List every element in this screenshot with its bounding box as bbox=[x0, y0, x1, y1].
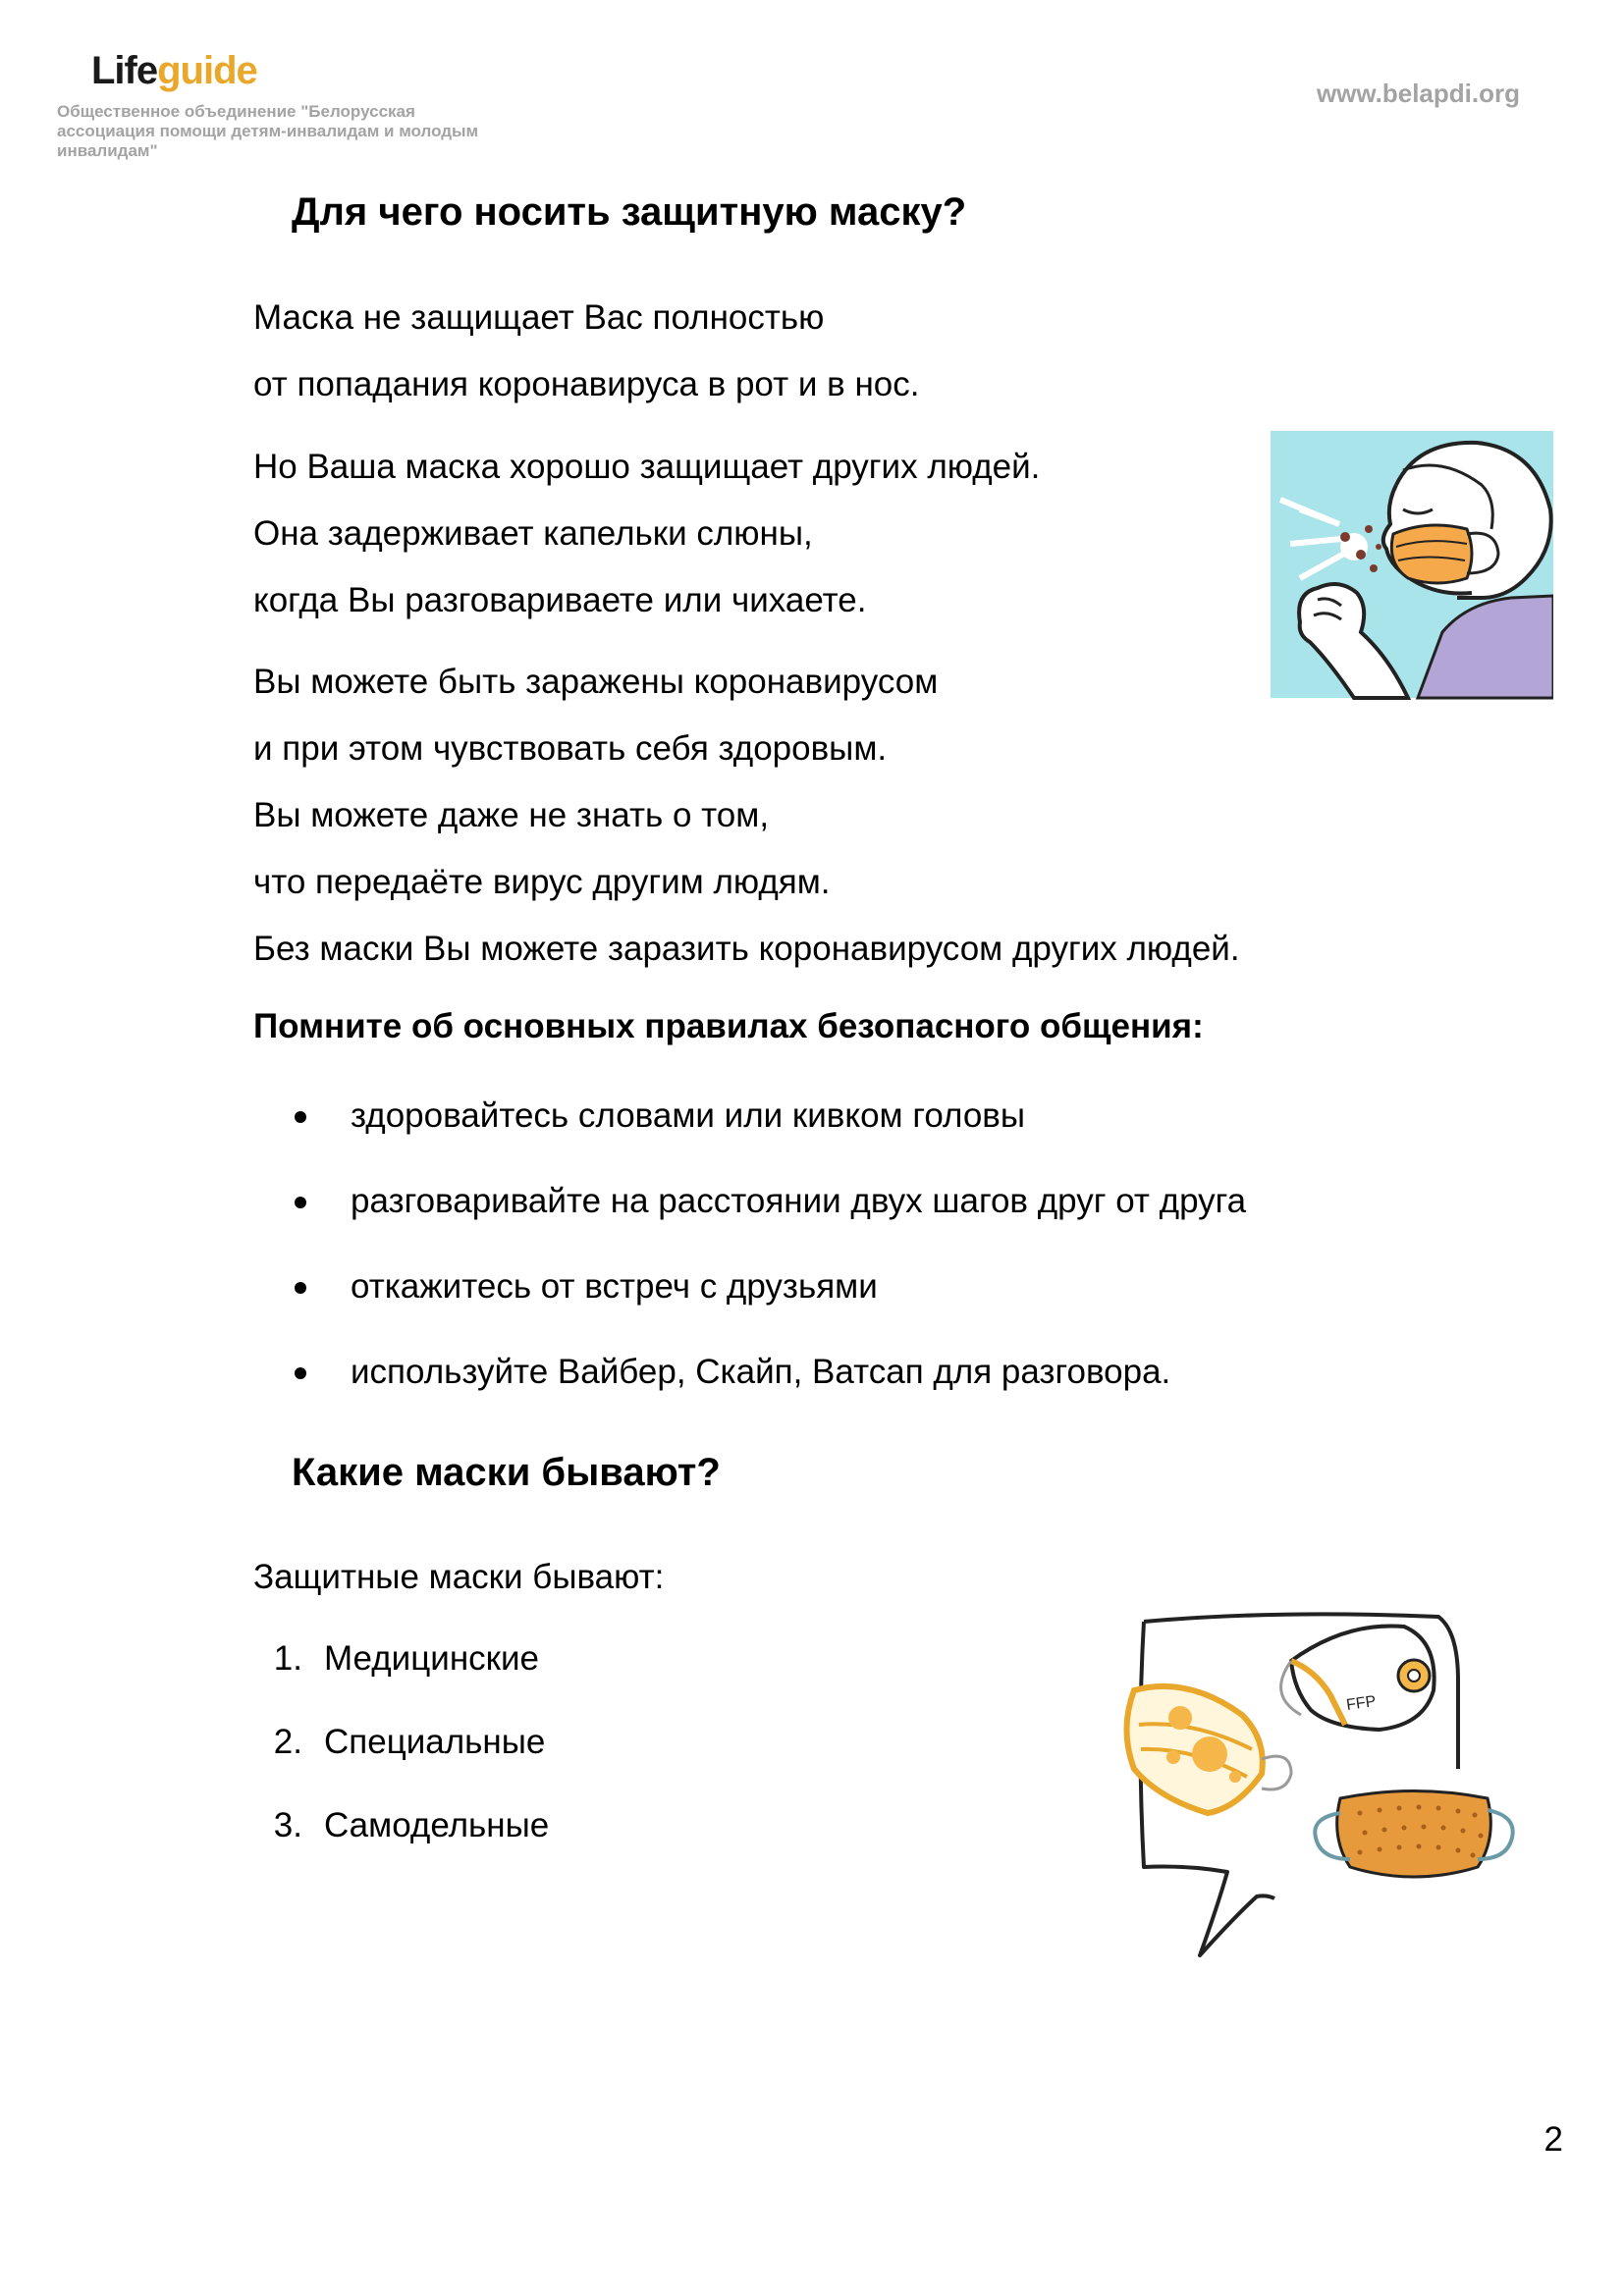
list-item-text: Медицинские bbox=[324, 1639, 539, 1678]
list-item bbox=[253, 1260, 1246, 1346]
list-item-text: разговаривайте на расстоянии двух шагов друг от друга bbox=[351, 1182, 1247, 1220]
paragraph-line: Она задерживает капельки слюны, bbox=[253, 514, 813, 553]
list-item bbox=[253, 1716, 549, 1799]
list-number: 3. bbox=[273, 1806, 302, 1844]
paragraph-line: Но Ваша маска хорошо защищает других людей. bbox=[253, 448, 1041, 486]
page-number: 2 bbox=[1543, 2120, 1563, 2159]
list-item-text: Специальные bbox=[324, 1723, 546, 1761]
logo-accent: guide bbox=[157, 49, 257, 92]
list-item-text: откажитесь от встреч с друзьями bbox=[351, 1267, 878, 1306]
mask-types-list bbox=[253, 1632, 549, 1883]
paragraph-1 bbox=[253, 285, 919, 418]
paragraph-line: от попадания коронавируса в рот и в нос. bbox=[253, 365, 920, 403]
bullet-icon bbox=[295, 1282, 306, 1294]
site-url[interactable]: www.belapdi.org bbox=[1316, 79, 1520, 108]
paragraph-line: что передаёте вирус другим людям. bbox=[253, 863, 831, 901]
list-number: 2. bbox=[273, 1723, 302, 1761]
list-item bbox=[253, 1632, 549, 1716]
coughing-person-illustration bbox=[1271, 431, 1553, 702]
paragraph-line: Вы можете быть заражены коронавирусом bbox=[253, 663, 939, 701]
paragraph-2 bbox=[253, 434, 1040, 634]
list-item-text: используйте Вайбер, Скайп, Ватсап для разговора. bbox=[351, 1353, 1171, 1391]
logo-main: Life bbox=[91, 49, 158, 92]
list-item bbox=[253, 1346, 1246, 1431]
section-title-mask-types: Какие маски бывают? bbox=[292, 1451, 721, 1494]
respirator-label: FFP bbox=[1345, 1692, 1378, 1714]
bullet-icon bbox=[295, 1367, 306, 1379]
list-item-text: Самодельные bbox=[324, 1806, 550, 1844]
section-title-why-mask: Для чего носить защитную маску? bbox=[292, 190, 967, 234]
paragraph-line: Маска не защищает Вас полностью bbox=[253, 298, 825, 337]
rules-heading: Помните об основных правилах безопасного общения: bbox=[253, 1007, 1204, 1045]
mask-types-intro: Защитные маски бывают: bbox=[253, 1558, 665, 1596]
paragraph-line: когда Вы разговариваете или чихаете. bbox=[253, 581, 867, 619]
list-item bbox=[253, 1175, 1246, 1260]
mask-types-illustration bbox=[1119, 1602, 1571, 1975]
bullet-icon bbox=[295, 1197, 306, 1208]
paragraph-line: Без маски Вы можете заразить коронавирусом других людей. bbox=[253, 930, 1240, 968]
list-number: 1. bbox=[273, 1639, 302, 1678]
paragraph-3 bbox=[253, 649, 1240, 983]
paragraph-line: и при этом чувствовать себя здоровым. bbox=[253, 729, 888, 768]
list-item bbox=[253, 1799, 549, 1883]
bullet-icon bbox=[295, 1111, 306, 1123]
organization-name: Общественное объединение "Белорусская ассоциация помощи детям-инвалидам и молодым инвалидам" bbox=[57, 102, 479, 160]
logo bbox=[91, 51, 257, 90]
list-item bbox=[253, 1090, 1246, 1175]
paragraph-line: Вы можете даже не знать о том, bbox=[253, 796, 770, 834]
list-item-text: здоровайтесь словами или кивком головы bbox=[351, 1096, 1026, 1135]
rules-list bbox=[253, 1090, 1246, 1431]
